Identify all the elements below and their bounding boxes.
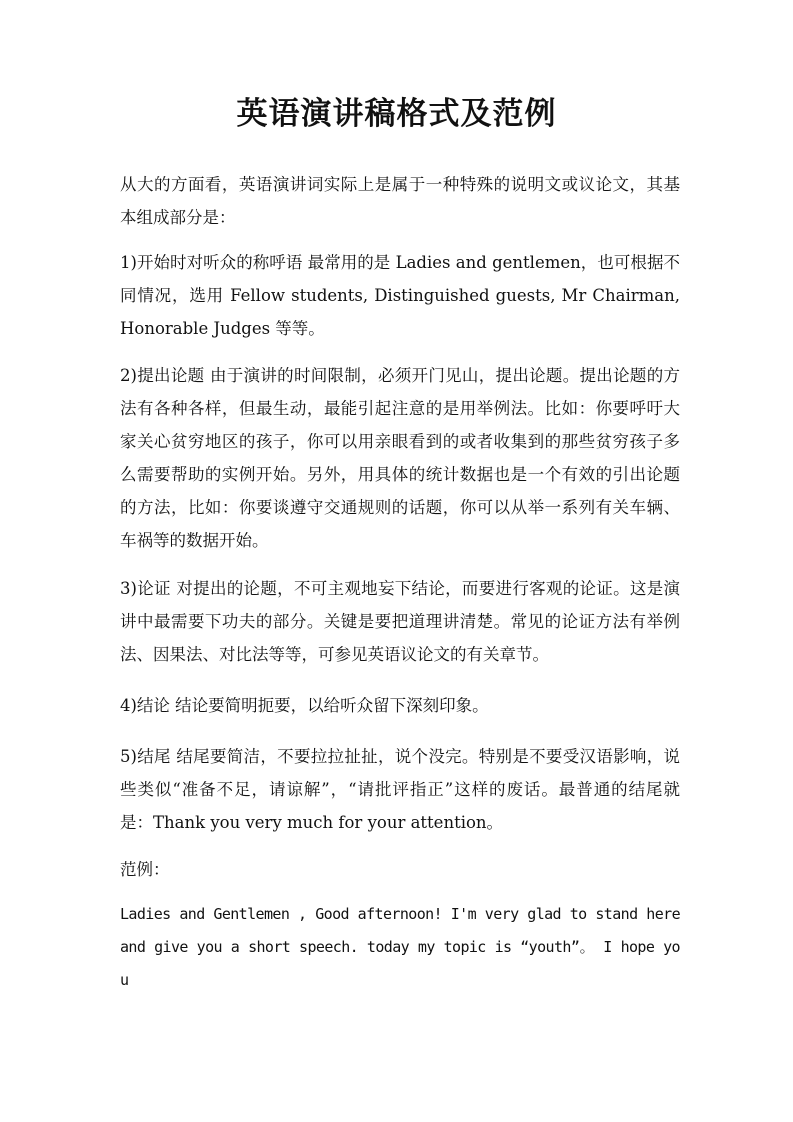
- paragraph-point-5-ending: 5)结尾 结尾要简洁，不要拉拉扯扯，说个没完。特别是不要受汉语影响，说些类似“准备不足，请谅解”，“请批评指正”这样的废话。最普通的结尾就是：Thank you very much for your attention。: [120, 747, 680, 832]
- example-heading: 范例：: [120, 860, 170, 879]
- example-speech-text: Ladies and Gentlemen , Good afternoon! I'm very glad to stand here and give you a short speech. today my topic is “youth”。 I hope you: [120, 905, 680, 989]
- paragraph-point-3-argument: 3)论证 对提出的论题，不可主观地妄下结论，而要进行客观的论证。这是演讲中最需要下功夫的部分。关键是要把道理讲清楚。常见的论证方法有举例法、因果法、对比法等等，可参见英语议论文的有关章节。: [120, 579, 680, 664]
- paragraph-intro: 从大的方面看，英语演讲词实际上是属于一种特殊的说明文或议论文，其基本组成部分是：: [120, 175, 680, 227]
- paragraph-point-4-conclusion: 4)结论 结论要简明扼要，以给听众留下深刻印象。: [120, 696, 489, 715]
- paragraph-point-1-salutation: 1)开始时对听众的称呼语 最常用的是 Ladies and gentlemen，也可根据不同情况，选用 Fellow students, Distinguished guests, Mr Chairman, Honorable Judges 等等。: [120, 253, 680, 338]
- paragraph-point-2-topic: 2)提出论题 由于演讲的时间限制，必须开门见山，提出论题。提出论题的方法有各种各样，但最生动，最能引起注意的是用举例法。比如：你要呼吁大家关心贫穷地区的孩子，你可以用亲眼看到的或者收集到的那些贫穷孩子多么需要帮助的实例开始。另外，用具体的统计数据也是一个有效的引出论题的方法，比如：你要谈遵守交通规则的话题，你可以从举一系列有关车辆、车祸等的数据开始。: [120, 366, 680, 550]
- document-title: 英语演讲稿格式及范例: [236, 96, 557, 132]
